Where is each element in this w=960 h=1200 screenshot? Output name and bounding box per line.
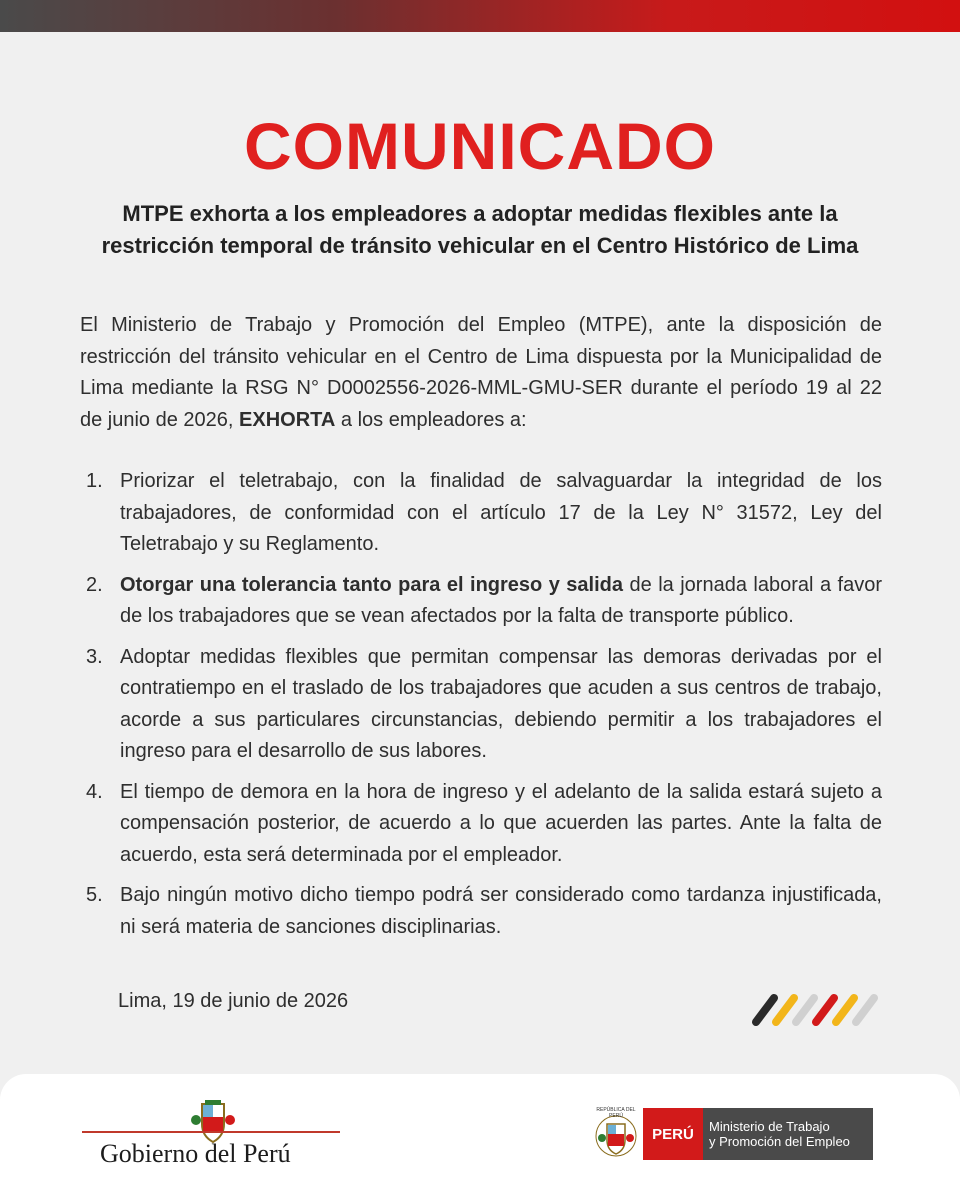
intro-bold-text: EXHORTA <box>239 408 336 431</box>
intro-paragraph <box>80 310 882 436</box>
list-item-text: Adoptar medidas flexibles que permitan compensar las demoras derivadas por el contratiempo en el traslado de los trabajadores que acuden a sus centros de trabajo, acorde a sus particulares circunstancias, debiendo permitir a los trabajadores el ingreso para el desarrollo de sus labores. <box>120 645 882 762</box>
gobierno-del-peru-text: Gobierno del Perú <box>100 1139 291 1168</box>
list-item-number: 5. <box>86 884 103 906</box>
page-subtitle: MTPE exhorta a los empleadores a adoptar medidas flexibles ante la restricción temporal de tránsito vehicular en el Centro Histórico de Lima <box>101 201 859 258</box>
list-item-text: Priorizar el teletrabajo, con la finalidad de salvaguardar la integridad de los trabajadores, de conformidad con el artículo 17 de la Ley N° 31572, Ley del Teletrabajo y su Reglamento. <box>120 470 882 555</box>
stripe-yellow <box>836 998 854 1022</box>
list-item <box>80 880 882 943</box>
stripe-red <box>816 998 834 1022</box>
list-item <box>80 777 882 872</box>
list-item-bold-text: Otorgar una tolerancia tanto para el ingreso y salida <box>120 573 624 596</box>
list-item-text: Bajo ningún motivo dicho tiempo podrá ser considerado como tardanza injustificada, ni será materia de sanciones disciplinarias. <box>120 884 882 938</box>
ministry-line-2: y Promoción del Empleo <box>709 1134 850 1149</box>
top-gradient-bar <box>0 0 960 32</box>
intro-text-end: a los empleadores a: <box>335 408 527 431</box>
recommendations-list <box>80 466 882 952</box>
list-item-number: 3. <box>86 645 103 668</box>
peru-label-box: PERÚ <box>643 1108 703 1160</box>
list-item-number: 4. <box>86 780 103 803</box>
stripe-yellow <box>776 998 794 1022</box>
seal-caption: REPÚBLICA DEL PERÚ <box>596 1107 636 1119</box>
list-item <box>80 642 882 768</box>
place-date: Lima, 19 de junio de 2026 <box>118 990 349 1012</box>
peru-coat-of-arms-icon <box>190 1100 236 1144</box>
list-item <box>80 466 882 561</box>
gobierno-divider <box>82 1131 340 1133</box>
intro-text: El Ministerio de Trabajo y Promoción del Empleo (MTPE), ante la disposición de restricción del tránsito vehicular en el Centro de Lima dispuesta por la Municipalidad de Lima mediante la RSG N° D0002556-2026-MML-GMU-SER durante el período 19 al 22 de junio de 2026, <box>80 314 882 431</box>
ministry-label-box <box>703 1108 873 1160</box>
stripe-gray <box>856 998 874 1022</box>
list-item-text: El tiempo de demora en la hora de ingreso y el adelanto de la salida estará sujeto a compensación posterior, de acuerdo a lo que acuerden las partes. Ante la falta de acuerdo, esta será determinada por el empleador. <box>120 780 882 866</box>
page-title: COMUNICADO <box>244 109 716 183</box>
decorative-stripes-icon <box>750 992 880 1026</box>
list-item-number: 2. <box>86 573 103 596</box>
list-item <box>80 570 882 633</box>
stripe-dark <box>756 998 774 1022</box>
ministry-line-1: Ministerio de Trabajo <box>709 1119 830 1134</box>
list-item-text: de la jornada laboral a favor de los trabajadores que se vean afectados por la falta de transporte público. <box>120 573 882 627</box>
list-item-number: 1. <box>86 470 103 492</box>
stripe-gray <box>796 998 814 1022</box>
